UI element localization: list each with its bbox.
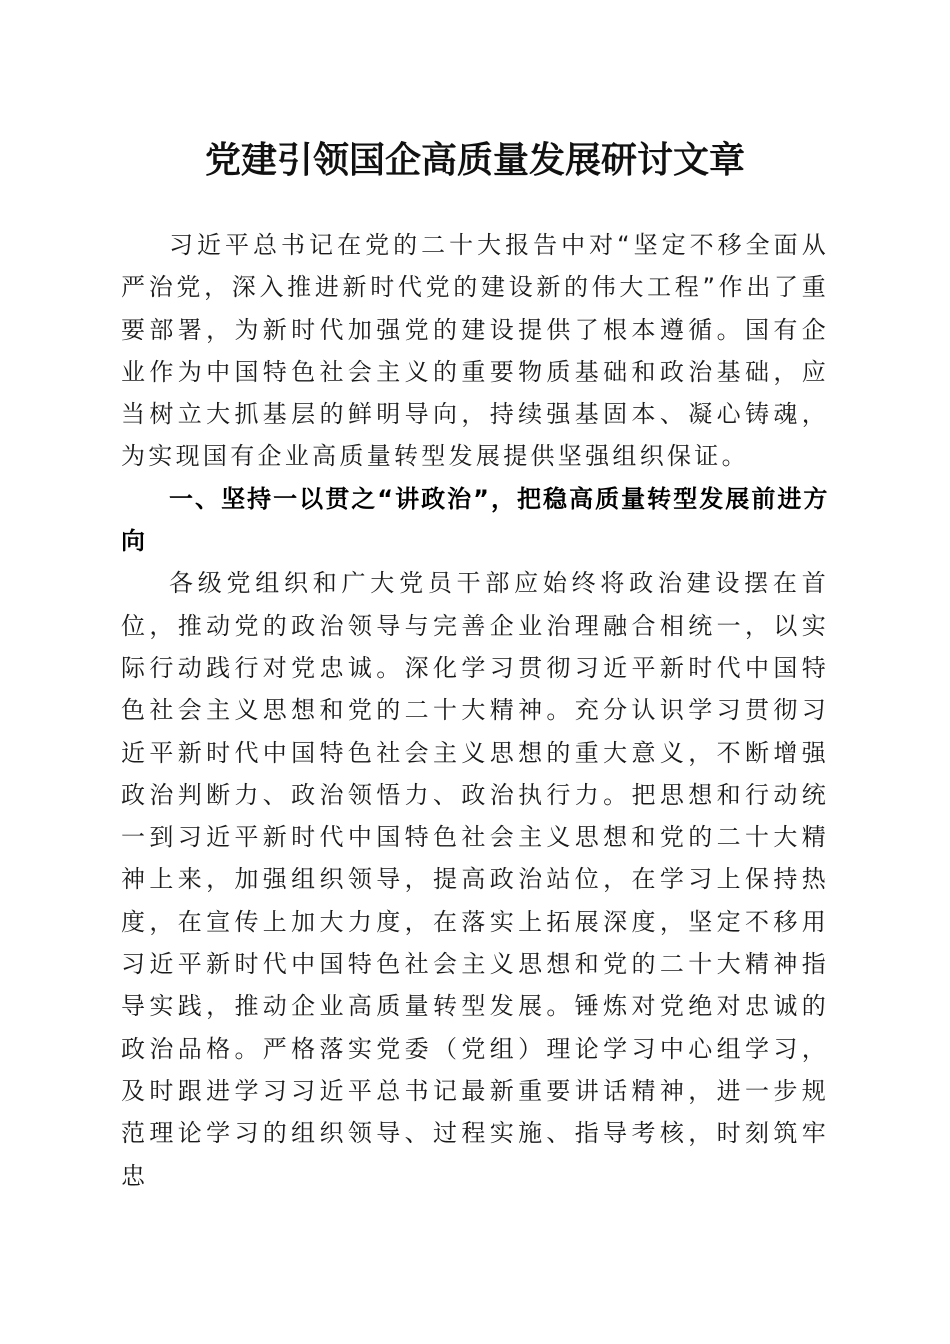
document-body (121, 224, 829, 1197)
intro-paragraph: 习近平总书记在党的二十大报告中对“坚定不移全面从严治党，深入推进新时代党的建设新的伟大工程”作出了重要部署，为新时代加强党的建设提供了根本遵循。国有企业作为中国特色社会主义的重要物质基础和政治基础，应当树立大抓基层的鲜明导向，持续强基固本、凝心铸魂，为实现国有企业高质量转型发展提供坚强组织保证。 (121, 231, 829, 471)
document-title: 党建引领国企高质量发展研讨文章 (204, 139, 745, 181)
section-1-paragraph: 各级党组织和广大党员干部应始终将政治建设摆在首位，推动党的政治领导与完善企业治理融合相统一，以实际行动践行对党忠诚。深化学习贯彻习近平新时代中国特色社会主义思想和党的二十大精神。充分认识学习贯彻习近平新时代中国特色社会主义思想的重大意义，不断增强政治判断力、政治领悟力、政治执行力。把思想和行动统一到习近平新时代中国特色社会主义思想和党的二十大精神上来，加强组织领导，提高政治站位，在学习上保持热度，在宣传上加大力度，在落实上拓展深度，坚定不移用习近平新时代中国特色社会主义思想和党的二十大精神指导实践，推动企业高质量转型发展。锤炼对党绝对忠诚的政治品格。严格落实党委（党组）理论学习中心组学习，及时跟进学习习近平总书记最新重要讲话精神，进一步规范理论学习的组织领导、过程实施、指导考核，时刻筑牢忠 (121, 569, 829, 1190)
section-1-heading: 一、坚持一以贯之“讲政治”，把稳高质量转型发展前进方向 (121, 484, 829, 556)
